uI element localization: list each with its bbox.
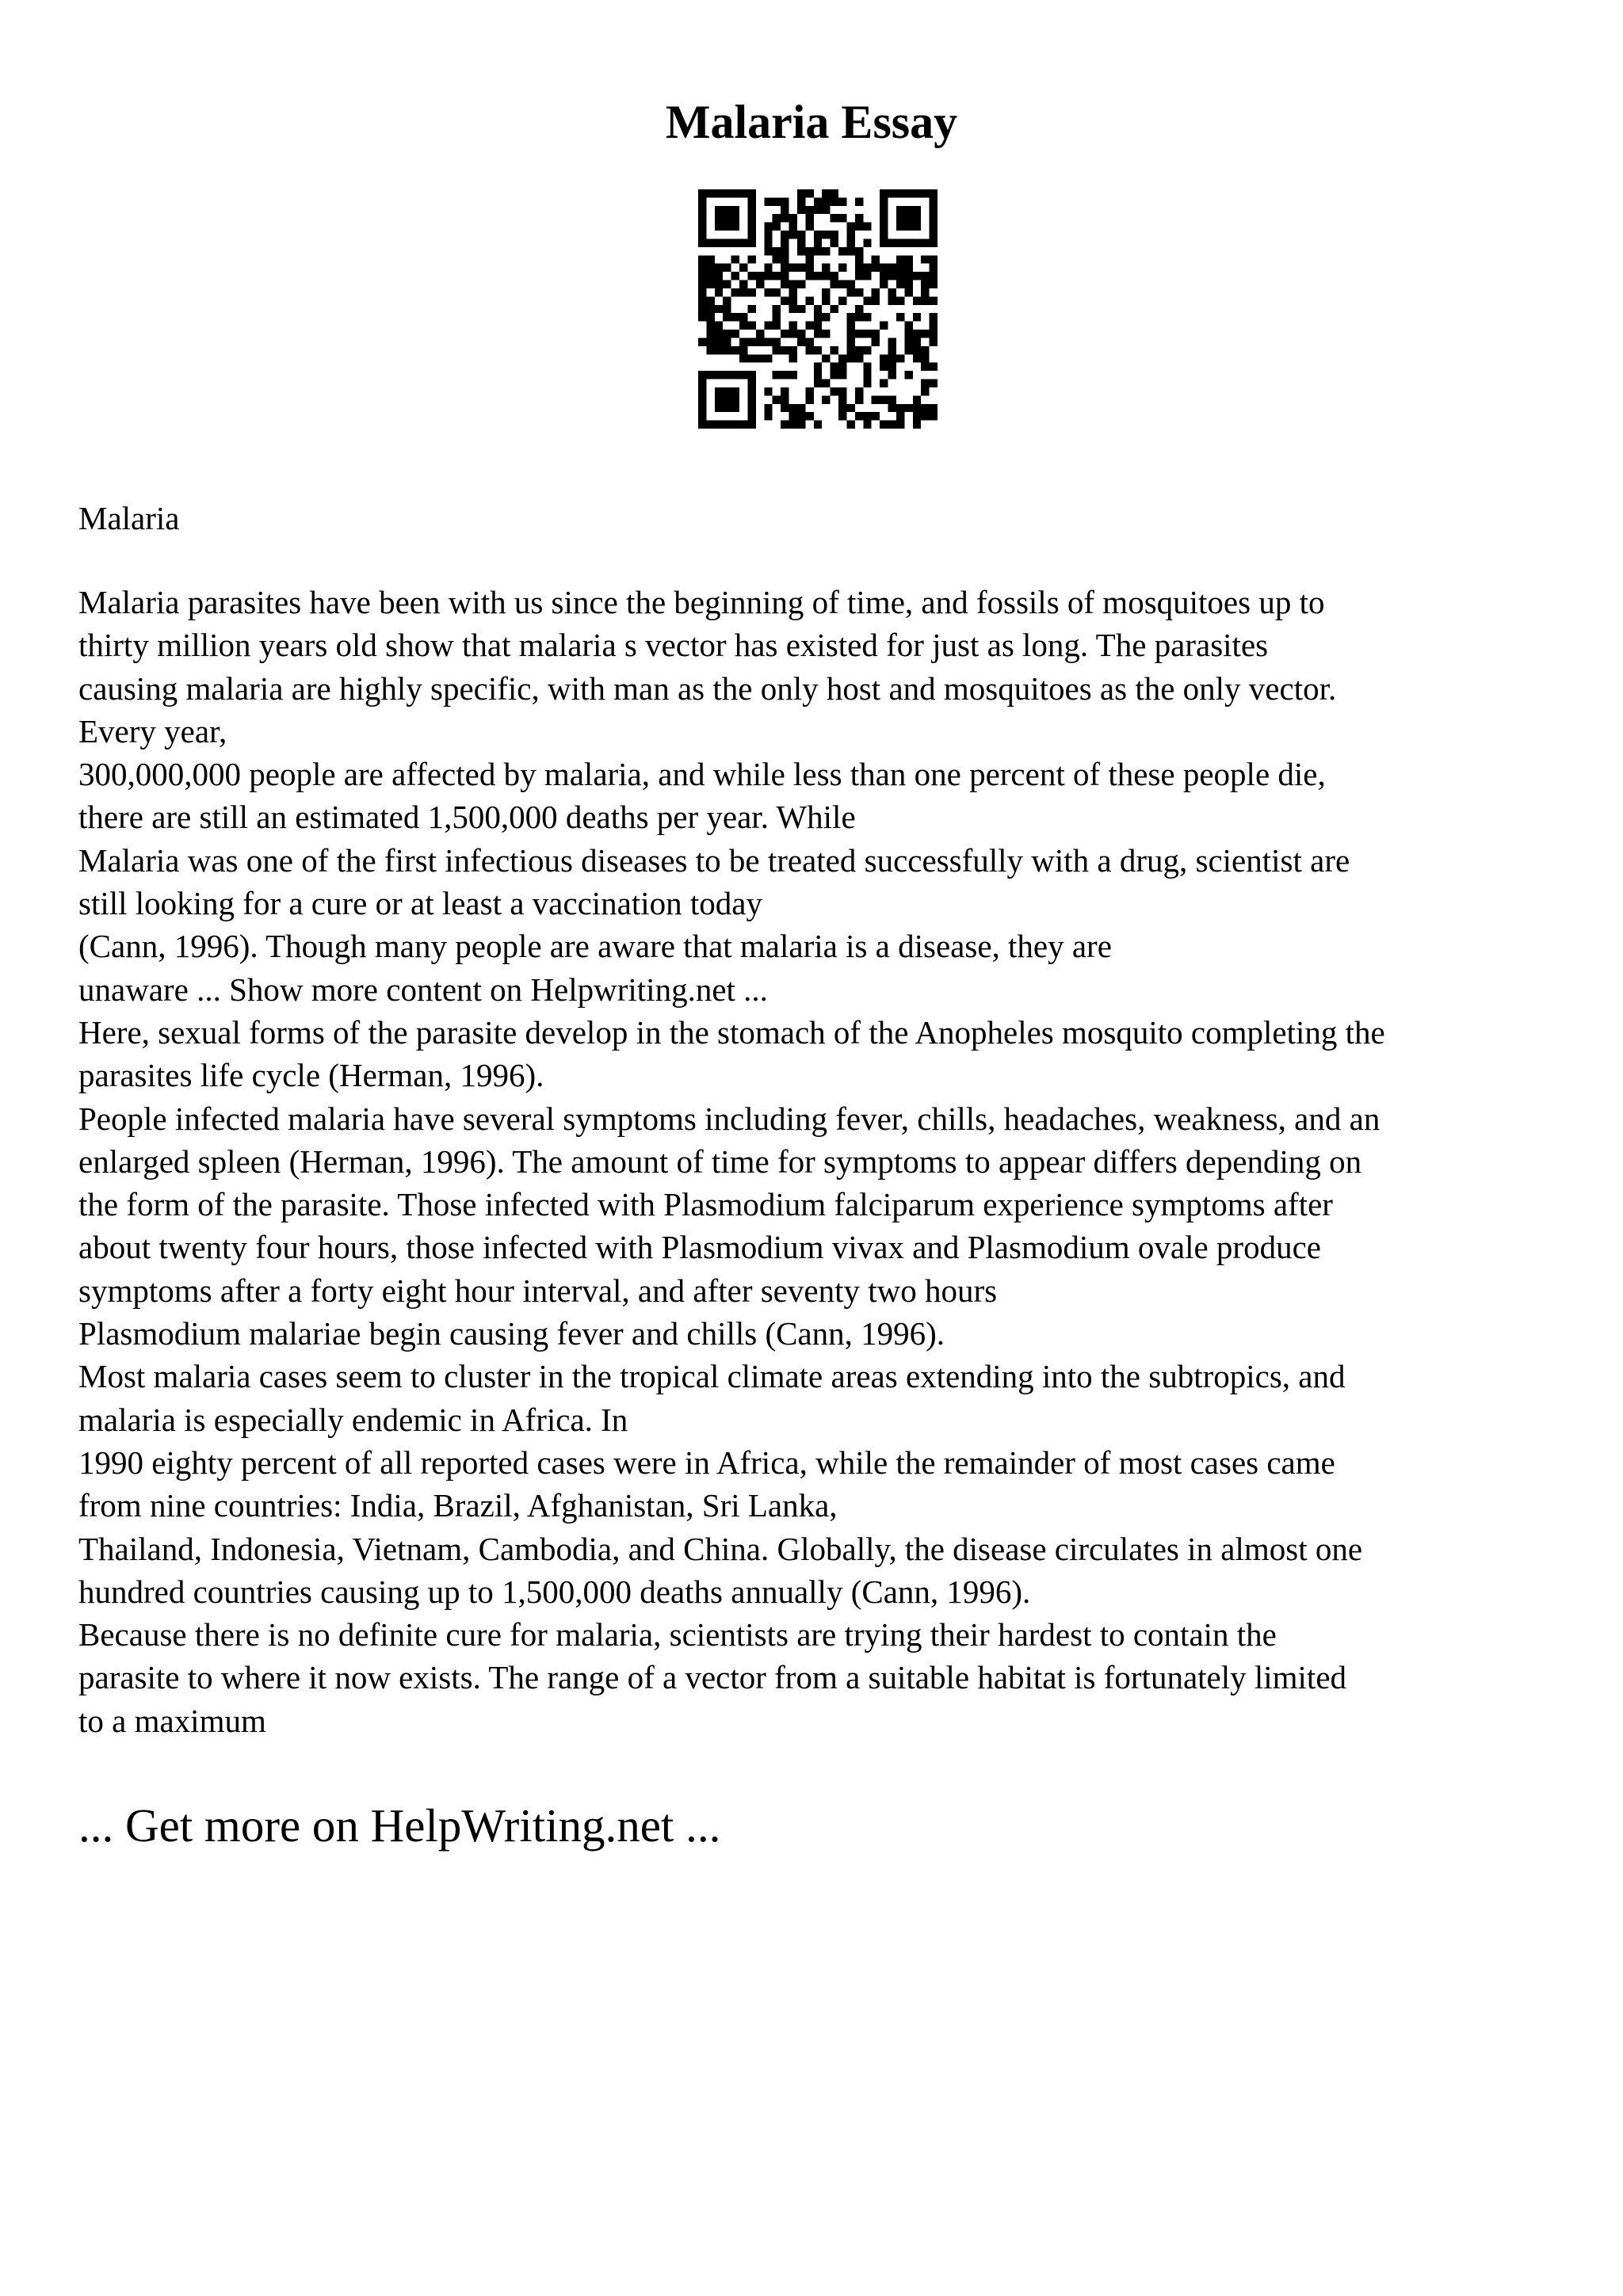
body-line-show-more: unaware ... Show more content on Helpwriting.net ... [78,971,768,1008]
body-line: 300,000,000 people are affected by malaria, and while less than one percent of these people die, [78,756,1326,793]
body-line: Most malaria cases seem to cluster in the tropical climate areas extending into the subtropics, and [78,1358,1346,1395]
body-line: Plasmodium malariae begin causing fever and chills (Cann, 1996). [78,1315,945,1352]
body-line: malaria is especially endemic in Africa. In [78,1401,628,1438]
body-line: thirty million years old show that malaria s vector has existed for just as long. The parasites [78,627,1269,664]
qr-code-icon [698,189,938,429]
body-line: enlarged spleen (Herman, 1996). The amount of time for symptoms to appear differs depending on [78,1142,1362,1180]
qr-code-graphic [698,189,938,429]
body-line: there are still an estimated 1,500,000 deaths per year. While [78,799,856,836]
essay-body [78,581,1600,1742]
body-line: Here, sexual forms of the parasite develop in the stomach of the Anopheles mosquito completing the [78,1013,1385,1051]
body-line: Thailand, Indonesia, Vietnam, Cambodia, and China. Globally, the disease circulates in almost one [78,1530,1363,1567]
body-line: People infected malaria have several symptoms including fever, chills, headaches, weakness, and an [78,1100,1381,1137]
section-label: Malaria [78,500,180,536]
body-line: from nine countries: India, Brazil, Afghanistan, Sri Lanka, [78,1487,838,1524]
body-line: to a maximum [78,1702,266,1739]
body-line: about twenty four hours, those infected with Plasmodium vivax and Plasmodium ovale produce [78,1229,1321,1266]
body-line: Because there is no definite cure for malaria, scientists are trying their hardest to contain the [78,1616,1277,1653]
body-line: still looking for a cure or at least a vaccination today [78,885,762,922]
body-line: symptoms after a forty eight hour interval, and after seventy two hours [78,1272,998,1309]
body-line: Every year, [78,712,227,749]
body-line: parasite to where it now exists. The range of a vector from a suitable habitat is fortunately limited [78,1659,1347,1696]
get-more-link[interactable]: ... Get more on HelpWriting.net ... [78,1799,721,1852]
body-line: Malaria parasites have been with us since the beginning of time, and fossils of mosquitoes up to [78,584,1325,620]
body-line: causing malaria are highly specific, with man as the only host and mosquitoes as the only vector. [78,669,1337,707]
body-line: the form of the parasite. Those infected with Plasmodium falciparum experience symptoms after [78,1186,1333,1223]
body-line: hundred countries causing up to 1,500,000 deaths annually (Cann, 1996). [78,1573,1031,1610]
body-line: 1990 eighty percent of all reported cases were in Africa, while the remainder of most cases came [78,1444,1335,1481]
document-title: Malaria Essay [665,96,958,148]
body-line: (Cann, 1996). Though many people are aware that malaria is a disease, they are [78,928,1112,965]
body-line: Malaria was one of the first infectious diseases to be treated successfully with a drug, scientist are [78,841,1350,879]
body-line: parasites life cycle (Herman, 1996). [78,1057,544,1094]
